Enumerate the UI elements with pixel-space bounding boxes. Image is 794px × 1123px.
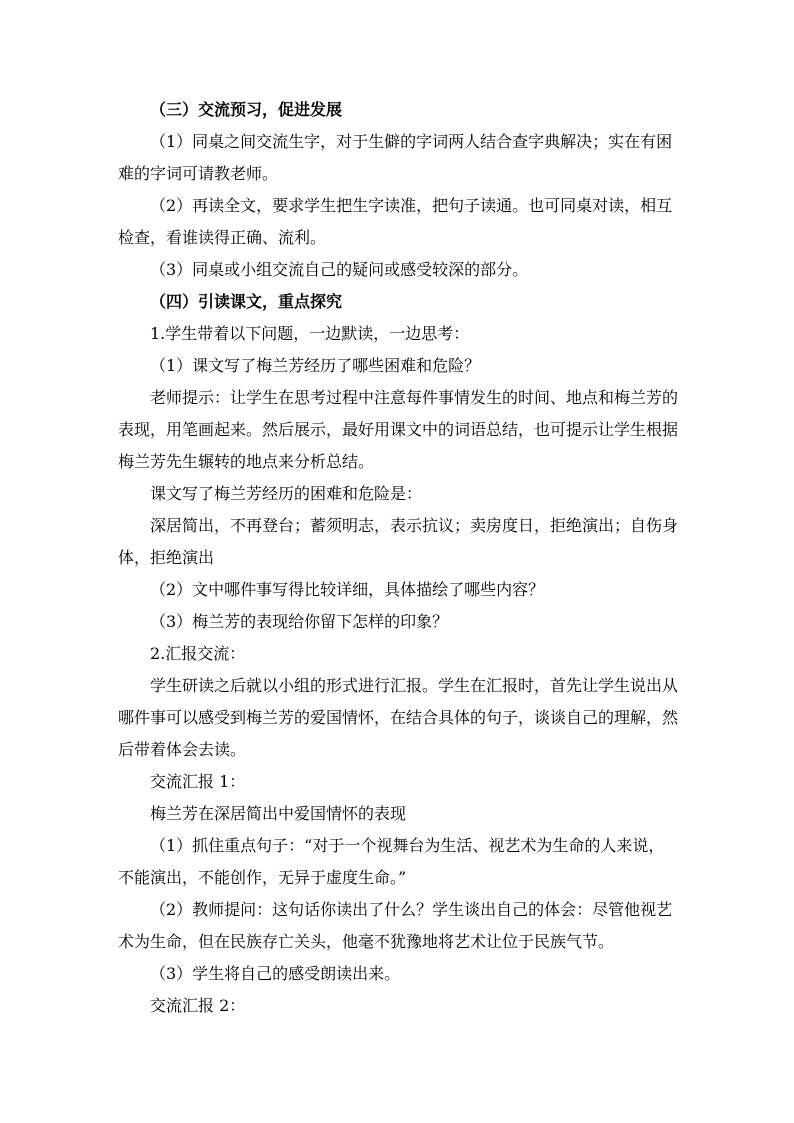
paragraph: （3）同桌或小组交流自己的疑问或感受较深的部分。 (150, 260, 529, 279)
section-heading: （三）交流预习，促进发展 (150, 100, 343, 119)
paragraph: 老师提示：让学生在思考过程中注意每件事情发生的时间、地点和梅兰芳的表现，用笔画起来。然后展示，最好用课文中的词语总结，也可提示让学生根据梅兰芳先生辗转的地点来分析总结。 (118, 388, 679, 471)
section-heading: （四）引读课文，重点探究 (150, 292, 343, 311)
paragraph: 交流汇报 2： (150, 996, 246, 1015)
paragraph: 课文写了梅兰芳经历的困难和危险是： (150, 484, 423, 503)
paragraph: （3）梅兰芳的表现给你留下怎样的印象？ (150, 612, 449, 631)
paragraph: （2）再读全文，要求学生把生字读准，把句子读通。也可同桌对读，相互检查，看谁读得正确、流利。 (118, 196, 673, 247)
paragraph: 1.学生带着以下问题，一边默读，一边思考： (150, 324, 470, 343)
paragraph: 深居简出，不再登台；蓄须明志，表示抗议；卖房度日，拒绝演出；自伤身体，拒绝演出 (118, 516, 679, 567)
paragraph: （1）同桌之间交流生字，对于生僻的字词两人结合查字典解决；实在有困难的字词可请教老师。 (118, 132, 673, 183)
document-body (118, 94, 678, 1022)
paragraph: （1）课文写了梅兰芳经历了哪些困难和危险？ (150, 356, 481, 375)
paragraph: 2.汇报交流： (150, 644, 246, 663)
paragraph: （3）学生将自己的感受朗读出来。 (150, 964, 401, 983)
paragraph: （1）抓住重点句子：“对于一个视舞台为生活、视艺术为生命的人来说，不能演出，不能创作，无异于虚度生命。” (118, 836, 665, 887)
paragraph: （2）文中哪件事写得比较详细，具体描绘了哪些内容？ (150, 580, 545, 599)
paragraph: 学生研读之后就以小组的形式进行汇报。学生在汇报时，首先让学生说出从哪件事可以感受到梅兰芳的爱国情怀，在结合具体的句子，谈谈自己的理解，然后带着体会去读。 (118, 676, 679, 759)
paragraph: （2）教师提问：这句话你读出了什么？学生谈出自己的体会：尽管他视艺术为生命，但在民族存亡关头，他毫不犹豫地将艺术让位于民族气节。 (118, 900, 673, 951)
paragraph: 交流汇报 1： (150, 772, 246, 791)
paragraph: 梅兰芳在深居简出中爱国情怀的表现 (150, 804, 407, 823)
